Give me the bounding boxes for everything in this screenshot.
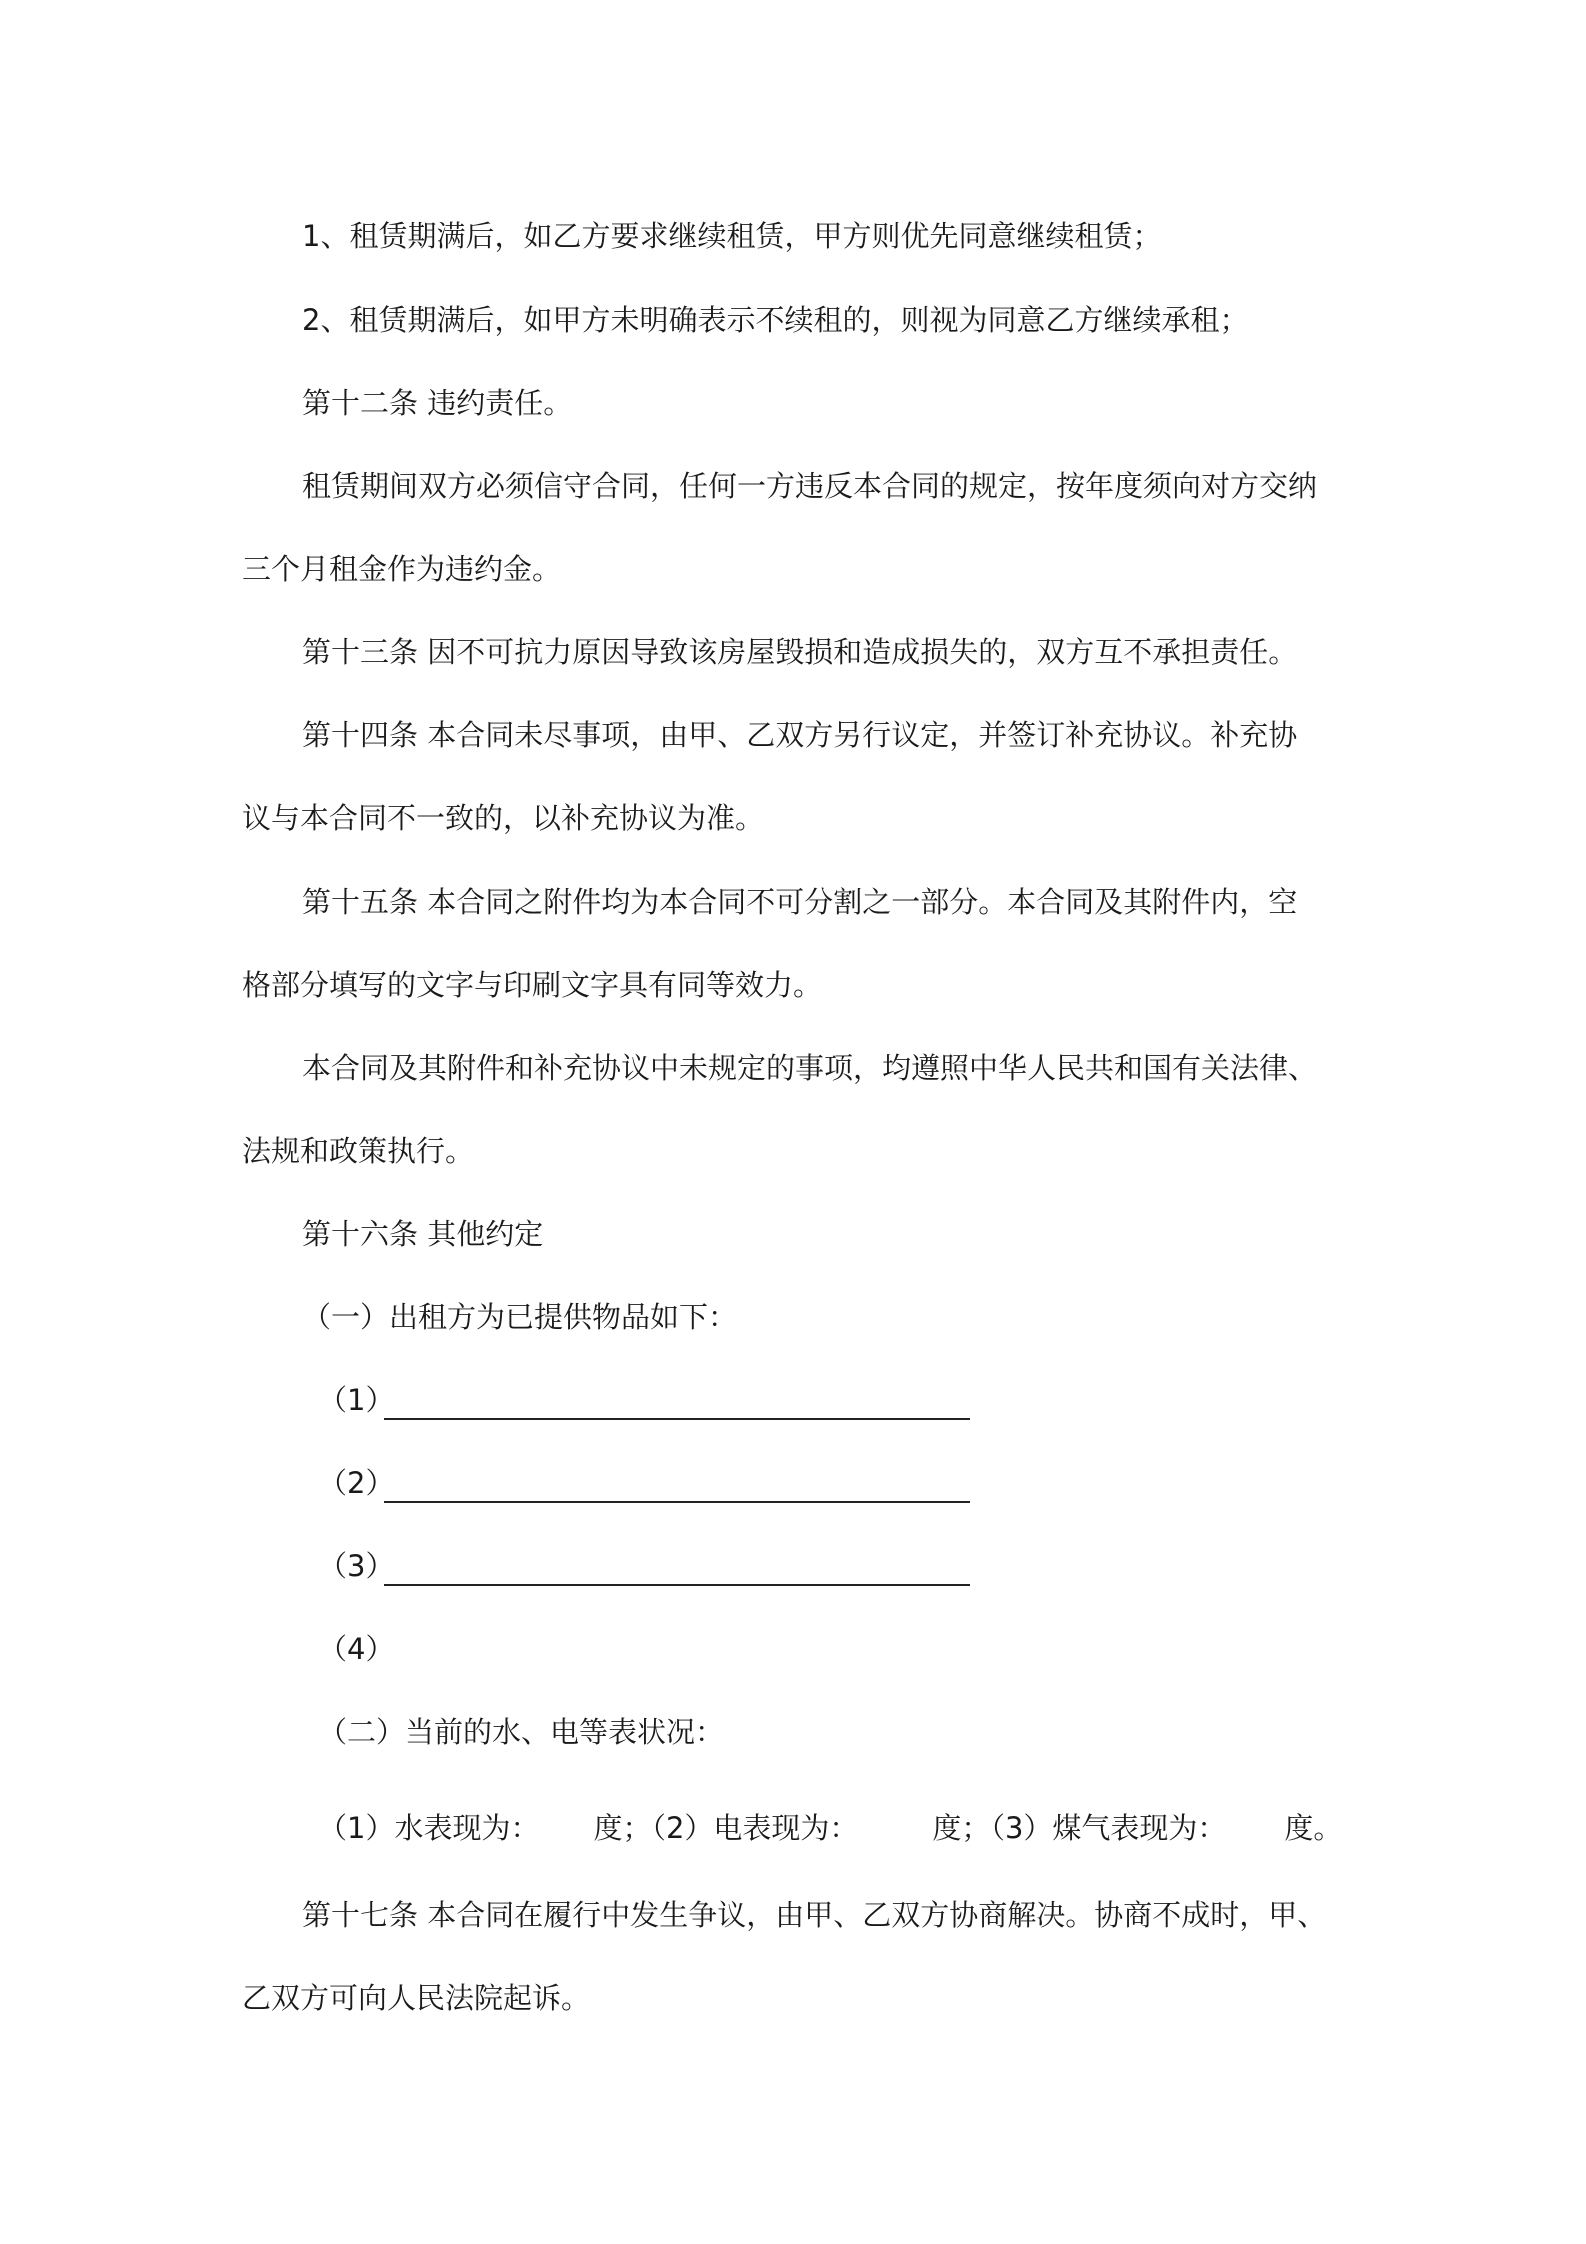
article-15-line-2: 格部分填写的文字与印刷文字具有同等效力。 <box>242 968 823 1002</box>
article-12-title: 第十二条 违约责任。 <box>302 386 573 420</box>
item-number-4: （4） <box>318 1632 395 1666</box>
clause-renewal-1: 1、租赁期满后，如乙方要求继续租赁，甲方则优先同意继续租赁； <box>302 219 1162 253</box>
electric-meter-unit: 度； <box>932 1811 991 1845</box>
item-number-2: （2） <box>318 1466 395 1500</box>
article-15-line-1: 第十五条 本合同之附件均为本合同不可分割之一部分。本合同及其附件内，空 <box>302 885 1298 919</box>
law-clause-line-2: 法规和政策执行。 <box>242 1134 475 1168</box>
item-number-3: （3） <box>318 1549 395 1583</box>
item-blank-3 <box>384 1550 970 1586</box>
article-12-body-line-1: 租赁期间双方必须信守合同，任何一方违反本合同的规定，按年度须向对方交纳 <box>302 469 1318 503</box>
meter-heading: （二）当前的水、电等表状况： <box>318 1715 725 1749</box>
items-heading: （一）出租方为已提供物品如下： <box>302 1300 738 1334</box>
article-17-line-1: 第十七条 本合同在履行中发生争议，由甲、乙双方协商解决。协商不成时，甲、 <box>302 1898 1327 1932</box>
article-14-line-1: 第十四条 本合同未尽事项，由甲、乙双方另行议定，并签订补充协议。补充协 <box>302 718 1298 752</box>
item-blank-1 <box>384 1384 970 1420</box>
item-row-3 <box>318 1546 970 1586</box>
electric-meter-label: （2）电表现为： <box>651 1811 859 1845</box>
item-number-1: （1） <box>318 1383 395 1417</box>
gas-meter-unit: 度。 <box>1284 1811 1343 1845</box>
article-12-body-line-2: 三个月租金作为违约金。 <box>242 552 562 586</box>
item-row-1 <box>318 1380 970 1420</box>
water-meter-label: （1）水表现为： <box>318 1811 540 1845</box>
article-14-line-2: 议与本合同不一致的，以补充协议为准。 <box>242 801 765 835</box>
article-16-title: 第十六条 其他约定 <box>302 1217 544 1251</box>
law-clause-line-1: 本合同及其附件和补充协议中未规定的事项，均遵照中华人民共和国有关法律、 <box>302 1051 1318 1085</box>
meter-readings <box>318 1808 1342 1848</box>
article-13: 第十三条 因不可抗力原因导致该房屋毁损和造成损失的，双方互不承担责任。 <box>302 635 1298 669</box>
gas-meter-label: （3）煤气表现为： <box>990 1811 1227 1845</box>
water-meter-unit: 度； <box>593 1811 652 1845</box>
item-row-2 <box>318 1463 970 1503</box>
article-17-line-2: 乙双方可向人民法院起诉。 <box>242 1981 591 2015</box>
clause-renewal-2: 2、租赁期满后，如甲方未明确表示不续租的，则视为同意乙方继续承租； <box>302 303 1249 337</box>
item-blank-2 <box>384 1467 970 1503</box>
